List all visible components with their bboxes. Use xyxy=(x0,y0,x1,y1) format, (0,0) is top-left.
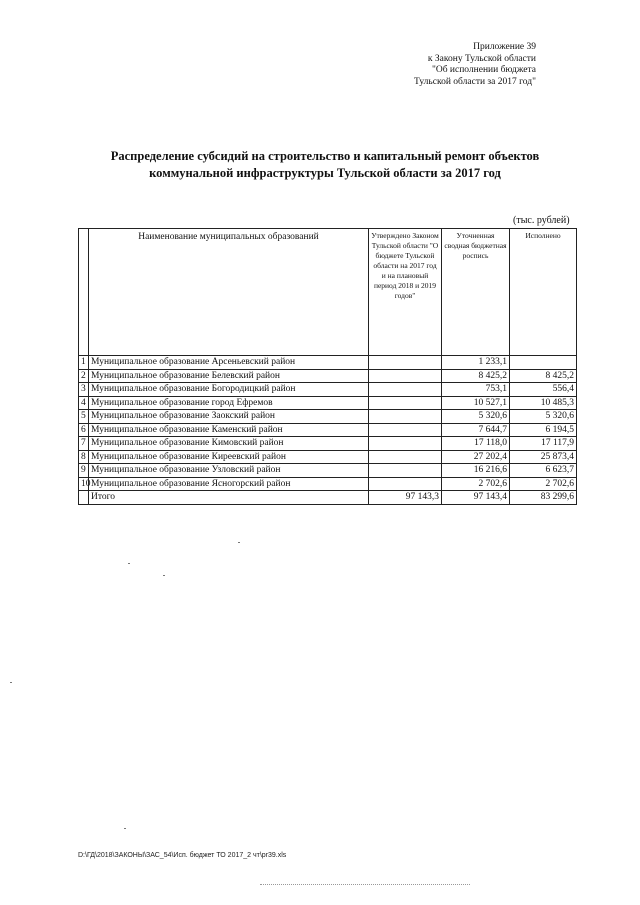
header-executed: Исполнено xyxy=(510,229,577,356)
cell-approved xyxy=(369,369,442,383)
cell-municipality: Муниципальное образование Ясногорский район xyxy=(89,477,369,491)
total-cell-executed: 83 299,6 xyxy=(510,491,577,505)
header-refined: Уточненная сводная бюджетная роспись xyxy=(442,229,510,356)
cell-approved xyxy=(369,477,442,491)
appendix-block xyxy=(414,42,536,88)
page-edge-line xyxy=(260,884,470,885)
total-cell-approved: 97 143,3 xyxy=(369,491,442,505)
cell-refined: 27 202,4 xyxy=(442,450,510,464)
cell-executed xyxy=(510,356,577,370)
cell-index: 10 xyxy=(79,477,89,491)
title-line: коммунальной инфраструктуры Тульской области за 2017 год xyxy=(149,166,501,180)
scan-speck xyxy=(10,682,12,683)
title-line: Распределение субсидий на строительство и капитальный ремонт объектов xyxy=(110,149,540,163)
table-total-row xyxy=(79,491,577,505)
cell-municipality: Муниципальное образование Белевский район xyxy=(89,369,369,383)
cell-refined: 16 216,6 xyxy=(442,464,510,478)
document-title xyxy=(80,148,570,182)
table-row xyxy=(79,437,577,451)
table-row xyxy=(79,477,577,491)
cell-executed: 5 320,6 xyxy=(510,410,577,424)
table-row xyxy=(79,450,577,464)
cell-approved xyxy=(369,437,442,451)
cell-executed: 25 873,4 xyxy=(510,450,577,464)
total-cell-index xyxy=(79,491,89,505)
cell-municipality: Муниципальное образование город Ефремов xyxy=(89,396,369,410)
appendix-line: "Об исполнении бюджета xyxy=(431,65,536,75)
cell-refined: 753,1 xyxy=(442,383,510,397)
cell-executed: 2 702,6 xyxy=(510,477,577,491)
cell-executed: 6 623,7 xyxy=(510,464,577,478)
cell-index: 2 xyxy=(79,369,89,383)
cell-index: 4 xyxy=(79,396,89,410)
header-approved: Утверждено Законом Тульской области "О бюджете Тульской области на 2017 год и на плановый период 2018 и 2019 годов" xyxy=(369,229,442,356)
cell-executed: 17 117,9 xyxy=(510,437,577,451)
cell-approved xyxy=(369,423,442,437)
cell-index: 7 xyxy=(79,437,89,451)
cell-approved xyxy=(369,383,442,397)
cell-refined: 10 527,1 xyxy=(442,396,510,410)
table-row xyxy=(79,369,577,383)
cell-refined: 8 425,2 xyxy=(442,369,510,383)
appendix-line: Тульской области за 2017 год" xyxy=(414,76,536,87)
table-row xyxy=(79,356,577,370)
cell-municipality: Муниципальное образование Кимовский район xyxy=(89,437,369,451)
cell-municipality: Муниципальное образование Каменский район xyxy=(89,423,369,437)
cell-index: 5 xyxy=(79,410,89,424)
scan-speck xyxy=(128,563,130,564)
cell-refined: 17 118,0 xyxy=(442,437,510,451)
units-label: (тыс. рублей) xyxy=(513,215,570,226)
cell-executed: 10 485,3 xyxy=(510,396,577,410)
cell-index: 9 xyxy=(79,464,89,478)
cell-index: 6 xyxy=(79,423,89,437)
cell-index: 1 xyxy=(79,356,89,370)
file-path: D:\ГД\2018\ЗАКОНЫ\ЗАС_54\Исп. бюджет ТО 2017_2 чт\pr39.xls xyxy=(78,852,287,859)
appendix-line: к Закону Тульской области xyxy=(427,53,536,64)
cell-approved xyxy=(369,410,442,424)
table-row xyxy=(79,464,577,478)
scan-speck xyxy=(124,828,126,829)
cell-municipality: Муниципальное образование Заокский район xyxy=(89,410,369,424)
cell-municipality: Муниципальное образование Арсеньевский район xyxy=(89,356,369,370)
header-index xyxy=(79,229,89,356)
table-header-row xyxy=(79,229,577,356)
scan-speck xyxy=(163,575,165,576)
total-cell-refined: 97 143,4 xyxy=(442,491,510,505)
cell-approved xyxy=(369,450,442,464)
cell-refined: 7 644,7 xyxy=(442,423,510,437)
cell-refined: 2 702,6 xyxy=(442,477,510,491)
appendix-line: Приложение 39 xyxy=(473,42,536,52)
header-name: Наименование муниципальных образований xyxy=(89,229,369,356)
table-row xyxy=(79,410,577,424)
cell-approved xyxy=(369,356,442,370)
cell-executed: 8 425,2 xyxy=(510,369,577,383)
cell-municipality: Муниципальное образование Богородицкий район xyxy=(89,383,369,397)
cell-index: 3 xyxy=(79,383,89,397)
scan-speck xyxy=(238,542,240,543)
cell-approved xyxy=(369,464,442,478)
cell-executed: 556,4 xyxy=(510,383,577,397)
table-row xyxy=(79,423,577,437)
cell-refined: 1 233,1 xyxy=(442,356,510,370)
cell-executed: 6 194,5 xyxy=(510,423,577,437)
table-row xyxy=(79,383,577,397)
subsidy-table xyxy=(78,228,577,505)
total-cell-municipality: Итого xyxy=(89,491,369,505)
cell-municipality: Муниципальное образование Киреевский район xyxy=(89,450,369,464)
table-row xyxy=(79,396,577,410)
cell-refined: 5 320,6 xyxy=(442,410,510,424)
cell-municipality: Муниципальное образование Узловский район xyxy=(89,464,369,478)
cell-approved xyxy=(369,396,442,410)
cell-index: 8 xyxy=(79,450,89,464)
